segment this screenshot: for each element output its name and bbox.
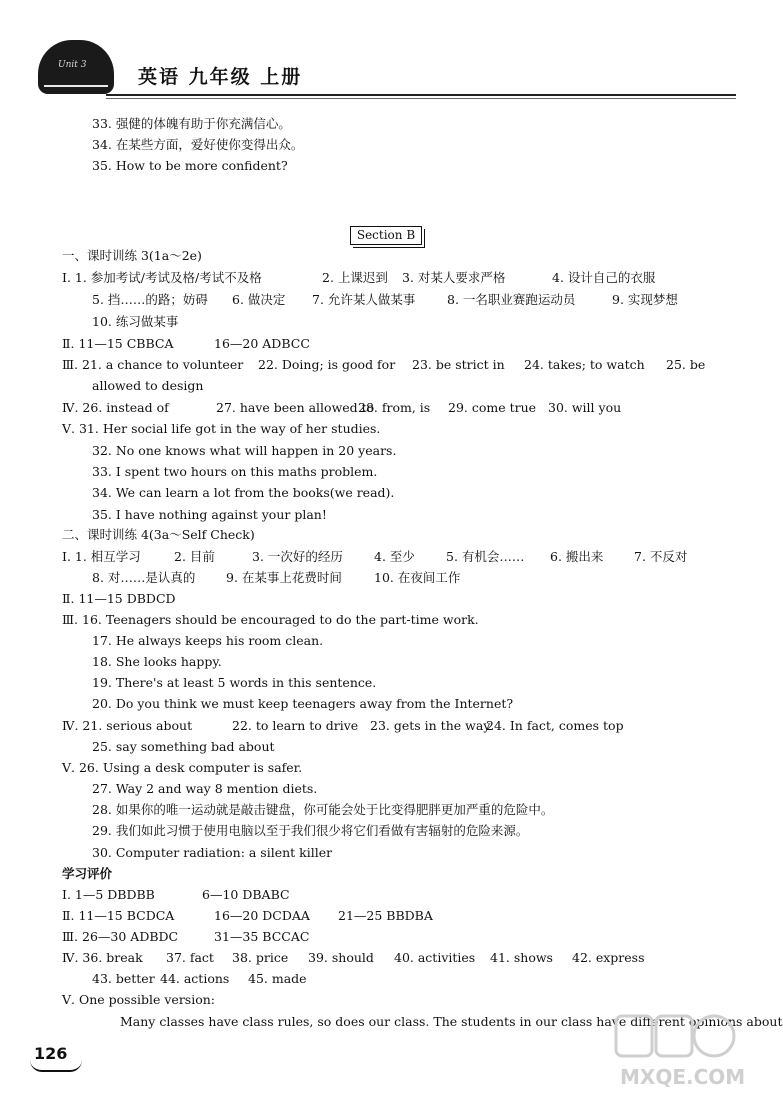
- answer-item: Ⅰ. 1—5 DBDBB: [62, 887, 155, 902]
- essay-text: Many classes have class rules, so does our class. The students in our class have different opinions about: [120, 1014, 783, 1029]
- answer-item: 6. 做决定: [232, 292, 286, 307]
- answer-item: Ⅲ. 21. a chance to volunteer: [62, 357, 244, 372]
- answer-item: Ⅳ. 36. break: [62, 950, 143, 965]
- book-logo: [38, 40, 114, 94]
- answer-item: 6—10 DBABC: [202, 887, 290, 902]
- answer-line: Ⅱ. 11—15 DBDCD: [62, 591, 176, 606]
- answer-line: 32. No one knows what will happen in 20 years.: [92, 443, 397, 458]
- answer-item: 25. be: [666, 357, 706, 372]
- page-number: 126: [34, 1044, 68, 1063]
- answer-item: Ⅰ. 1. 参加考试/考试及格/考试不及格: [62, 270, 262, 285]
- answer-item: 21—25 BBDBA: [338, 908, 433, 923]
- answer-line: 34. We can learn a lot from the books(we read).: [92, 485, 395, 500]
- answer-item: 24. takes; to watch: [524, 357, 645, 372]
- answer-item: 10. 在夜间工作: [374, 570, 461, 585]
- answer-item: 16—20 DCDAA: [214, 908, 310, 923]
- answer-item: 6. 搬出来: [550, 549, 604, 564]
- answer-line: 35. How to be more confident?: [92, 158, 288, 173]
- answer-line: 27. Way 2 and way 8 mention diets.: [92, 781, 318, 796]
- answer-line: 10. 练习做某事: [92, 314, 179, 329]
- answer-item: 37. fact: [166, 950, 214, 965]
- answer-item: 2. 目前: [174, 549, 215, 564]
- answer-item: 3. 对某人要求严格: [402, 270, 506, 285]
- answer-item: 42. express: [572, 950, 645, 965]
- answer-item: 9. 实现梦想: [612, 292, 678, 307]
- answer-item: 28. from, is: [358, 400, 431, 415]
- book-title: 英语 九年级 上册: [138, 66, 303, 88]
- answer-item: 31—35 BCCAC: [214, 929, 310, 944]
- answer-item: 7. 不反对: [634, 549, 688, 564]
- answer-item: 39. should: [308, 950, 374, 965]
- answer-line: Ⅴ. One possible version:: [62, 992, 216, 1007]
- answer-item: 5. 挡……的路；妨碍: [92, 292, 208, 307]
- section-title: Section B: [350, 226, 422, 245]
- answer-item: 23. be strict in: [412, 357, 505, 372]
- logo-bar: [44, 85, 108, 87]
- answer-line: 33. 强健的体魄有助于你充满信心。: [92, 116, 291, 131]
- answer-item: 24. In fact, comes top: [486, 718, 624, 733]
- answer-item: 8. 对……是认真的: [92, 570, 196, 585]
- answer-item: Ⅳ. 21. serious about: [62, 718, 193, 733]
- page-number-underline: [30, 1060, 82, 1072]
- answer-line: 34. 在某些方面，爱好使你变得出众。: [92, 137, 304, 152]
- answer-line: 30. Computer radiation: a silent killer: [92, 845, 333, 860]
- answer-line: 25. say something bad about: [92, 739, 275, 754]
- answer-item: 38. price: [232, 950, 289, 965]
- answer-item: 4. 至少: [374, 549, 415, 564]
- header-rule: [106, 94, 736, 96]
- header-rule-thin: [106, 98, 736, 99]
- answer-item: 16—20 ADBCC: [214, 336, 310, 351]
- answer-item: 4. 设计自己的衣服: [552, 270, 656, 285]
- evaluation-heading: 学习评价: [62, 866, 113, 881]
- answer-item: 23. gets in the way: [370, 718, 491, 733]
- exercise-heading: 一、课时训练 3(1a～2e): [62, 248, 202, 263]
- answer-line: 28. 如果你的唯一运动就是敲击键盘，你可能会处于比变得肥胖更加严重的危险中。: [92, 802, 554, 817]
- answer-line: 19. There's at least 5 words in this sentence.: [92, 675, 377, 690]
- answer-line: 33. I spent two hours on this maths problem.: [92, 464, 378, 479]
- answer-line: 20. Do you think we must keep teenagers away from the Internet?: [92, 696, 514, 711]
- answer-item: 8. 一名职业赛跑运动员: [447, 292, 576, 307]
- answer-line: 18. She looks happy.: [92, 654, 222, 669]
- answer-line: Ⅲ. 16. Teenagers should be encouraged to do the part-time work.: [62, 612, 479, 627]
- answer-item: Ⅳ. 26. instead of: [62, 400, 169, 415]
- exercise-heading: 二、课时训练 4(3a～Self Check): [62, 527, 255, 542]
- svg-text:MXQE.COM: MXQE.COM: [620, 1065, 746, 1089]
- watermark-logo: [610, 1012, 746, 1092]
- answer-item: 5. 有机会……: [446, 549, 525, 564]
- answer-item: 29. come true: [448, 400, 537, 415]
- page-header: [38, 40, 728, 100]
- answer-item: 2. 上课迟到: [322, 270, 388, 285]
- answer-item: 44. actions: [160, 971, 230, 986]
- answer-item: 9. 在某事上花费时间: [226, 570, 342, 585]
- answer-line: 17. He always keeps his room clean.: [92, 633, 324, 648]
- answer-item: 45. made: [248, 971, 307, 986]
- answer-item: 22. to learn to drive: [232, 718, 359, 733]
- answer-item: 30. will you: [548, 400, 622, 415]
- answer-line: Ⅴ. 31. Her social life got in the way of her studies.: [62, 421, 381, 436]
- answer-line: 29. 我们如此习惯于使用电脑以至于我们很少将它们看做有害辐射的危险来源。: [92, 823, 529, 838]
- answer-item: 27. have been allowed to: [216, 400, 375, 415]
- answer-line: 35. I have nothing against your plan!: [92, 507, 327, 522]
- answer-item: 3. 一次好的经历: [252, 549, 343, 564]
- answer-item: 43. better: [92, 971, 155, 986]
- answer-line: allowed to design: [92, 378, 204, 393]
- answer-item: 7. 允许某人做某事: [312, 292, 416, 307]
- answer-item: Ⅱ. 11—15 BCDCA: [62, 908, 175, 923]
- answer-item: 40. activities: [394, 950, 476, 965]
- logo-script: Unit 3: [58, 60, 87, 70]
- answer-item: Ⅲ. 26—30 ADBDC: [62, 929, 179, 944]
- answer-item: Ⅱ. 11—15 CBBCA: [62, 336, 174, 351]
- answer-item: Ⅰ. 1. 相互学习: [62, 549, 141, 564]
- answer-item: 22. Doing; is good for: [258, 357, 396, 372]
- answer-line: Ⅴ. 26. Using a desk computer is safer.: [62, 760, 303, 775]
- answer-item: 41. shows: [490, 950, 553, 965]
